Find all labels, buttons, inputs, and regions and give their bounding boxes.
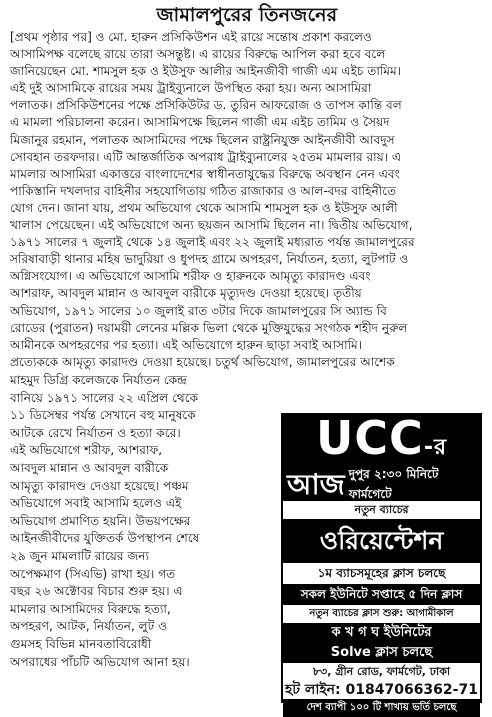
article-line: আবদুল মান্নান ও আবদুল বারীকে: [10, 460, 169, 475]
ad-solve: Solve ক্লাস চলছে: [330, 645, 433, 660]
article-line: মামলার আসামিদের বিরুদ্ধে হত্যা,: [10, 601, 171, 616]
ad-today: আজ: [287, 467, 345, 501]
article-line: অভিযোগে সবাই আসামি হলেও এই: [10, 496, 182, 511]
article-line: আটকে রেখে নির্যাতন ও হত্যা করে।: [10, 425, 181, 440]
article-line: অপহরণ, আটক, নির্যাতন, লুট ও: [10, 619, 168, 634]
ad-line-1: ১ম ব্যাচসমূহের ক্লাস চলছে: [317, 566, 446, 580]
article-line: গুমসহ বিভিন্ন মানবতাবিরোধী: [10, 636, 152, 651]
ad-orientation: ওরিয়েন্টেশন: [283, 519, 480, 563]
ucc-advertisement: [281, 411, 482, 713]
article-line: অগ্নিসংযোগ। এ অভিযোগে আসামি শরীফ ও হারুনকে আমৃত্যু কারাদণ্ড এবং: [10, 269, 371, 284]
ad-brand-suffix: -র: [423, 435, 448, 460]
article-line: অভিযোগ প্রমাণিত হয়নি। উভয়পক্ষের: [10, 513, 191, 528]
article-line: আমীনকে অপহরণের পর হত্যা। এই অভিযোগে হারুন ছাড়া সবাই আসামি।: [10, 337, 363, 352]
article-line: মিজানুর রহমান, পলাতক আসামিদের পক্ষে ছিলেন রাষ্ট্রনিযুক্ত আইনজীবী আবদুস: [10, 132, 395, 147]
ad-brand: UCC: [315, 411, 424, 465]
article-line: আসামিপক্ষ বলেছে রায়ে তারা অসন্তুষ্ট। এ রায়ের বিরুদ্ধে আপিল করা হবে বলে: [10, 47, 386, 62]
article-line: আশরাফ, আবদুল মান্নান ও আবদুল বারীকে মৃত্যুদণ্ড দেওয়া হয়েছে। তৃতীয়: [10, 286, 362, 301]
article-line: এই অভিযোগে শরীফ, আশরাফ,: [10, 443, 163, 458]
ad-time-place: দুপুর ২:৩০ মিনিটে ফার্মগেটে: [348, 467, 439, 501]
ad-footer: দেশ ব্যাপী ১০০ টি শাখায় ভর্তি চলছে: [283, 699, 480, 717]
ad-address: ৮৩, গ্রীন রোড, ফার্মগেট, ঢাকা: [312, 665, 451, 678]
article-line: আমৃত্যু কারাদণ্ড দেওয়া হয়েছে। পঞ্চম: [10, 478, 189, 493]
ad-line-3: নতুন ব্যাচের ক্লাস শুরু: আগামীকাল: [309, 608, 454, 619]
article-line: সোবহান তরফদার। এটি আন্তর্জাতিক অপরাধ ট্রাইব্যুনালের ২৫তম মামলার রায়। এ: [10, 149, 402, 164]
article-line: ২৯ জুন মামলাটি রায়ের জন্য: [10, 548, 149, 563]
article-line: আইনজীবীদের যুক্তিতর্ক উপস্থাপন শেষে: [10, 531, 200, 546]
article-line: রোডের (পুরাতন) দয়াময়ী লেনের মল্লিক ভিলা থেকে মুক্তিযুদ্ধের সংগঠক শহীদ নুরুল: [10, 320, 408, 335]
article-body-column: [10, 372, 276, 671]
ad-solve-block: [283, 623, 480, 663]
ad-new-batch: নতুন ব্যাচের: [354, 503, 409, 516]
article-line: প্রত্যেককে আমৃত্যু কারাদণ্ড দেওয়া হয়েছে। চতুর্থ অভিযোগ, জামালপুরের আশেক: [10, 354, 395, 369]
ad-line-2: সকল ইউনিটে সপ্তাহে ৫ দিন ক্লাস: [283, 584, 480, 605]
article-line: ১৯৭১ সালের ৭ জুলাই থেকে ১৪ জুলাই এবং ২২ জুলাই মধ্যরাত পর্যন্ত জামালপুরের: [10, 235, 415, 250]
ad-units: ক খ গ ঘ ইউনিটের: [331, 625, 432, 640]
article-line: এই দুই আসামিকে রায়ের সময় ট্রাইব্যুনালে উপস্থিত করা হয়। অন্য আসামিরা: [10, 81, 372, 96]
article-line: অপরাধের পাঁচটি অভিযোগ আনা হয়।: [10, 654, 190, 669]
article-line: এ মামলা পরিচালনা করেন। আসামিপক্ষে ছিলেন গাজী এম এইচ তামিম ও সৈয়দ: [10, 115, 390, 130]
article-line: বছর ২৬ অক্টোবর বিচার শুরু হয়। এ: [10, 584, 183, 599]
article-line: পাকিস্তানি দখলদার বাহিনীর সহযোগিতায় গঠিত রাজাকার ও আল-বদর বাহিনীতে: [10, 183, 397, 198]
article-line: খালাস পেয়েছেন। এই অভিযোগে অন্য ছয়জন আসামি ছিলেন না। দ্বিতীয় অভিযোগ,: [10, 218, 413, 233]
article-line: মাহমুদ ডিগ্রি কলেজকে নির্যাতন কেন্দ্র: [10, 373, 187, 387]
article-line: যোগ দেন। জানা যায়, প্রথম অভিযোগ থেকে আসামি শামসুল হক ও ইউসুফ আলী: [10, 200, 398, 215]
article-body-top: [10, 29, 484, 371]
article-line: পলাতক। প্রসিকিউশনের পক্ষে প্রসিকিউটর ড. তুরিন আফরোজ ও তাপস কান্তি বল: [10, 98, 402, 113]
article-line: মামলার আসামিরা একাত্তরে বাংলাদেশের স্বাধীনতাযুদ্ধের বিরুদ্ধে অবস্থান নেন এবং: [10, 166, 400, 181]
headline: জামালপুরের তিনজনের: [156, 4, 338, 26]
ad-today-row: [283, 467, 480, 501]
article-line: [প্রথম পৃষ্ঠার পর] ও মো. হারুন প্রসিকিউশন এই রায়ে সন্তোষ প্রকাশ করলেও: [10, 30, 372, 44]
article-body-lower: [10, 372, 276, 671]
article-line: জানিয়েছেন মো. শামসুল হক ও ইউসুফ আলীর আইনজীবী গাজী এম এইচ তামিম।: [10, 64, 402, 79]
article-line: সরিষাবাড়ী থানার মহিষ ভাদুরিয়া ও ধুপদহ গ্রামে অপহরণ, নির্যাতন, হত্যা, লুটপাট ও: [10, 252, 409, 267]
article-line: বানিয়ে ১৯৭১ সালের ২২ এপ্রিল থেকে: [10, 390, 199, 405]
ad-hotline: হট লাইন: 01847066362-71: [285, 682, 478, 698]
article-line: ১১ ডিসেম্বর পর্যন্ত সেখানে বহু মানুষকে: [10, 408, 196, 423]
article-line: অপেক্ষমাণ (সিএভি) রাখা হয়। গত: [10, 566, 176, 581]
article-line: অভিযোগ, ১৯৭১ সালের ১০ জুলাই রাত ৩টার দিকে জামালপুরের সি অ্যান্ড বি: [10, 303, 387, 318]
